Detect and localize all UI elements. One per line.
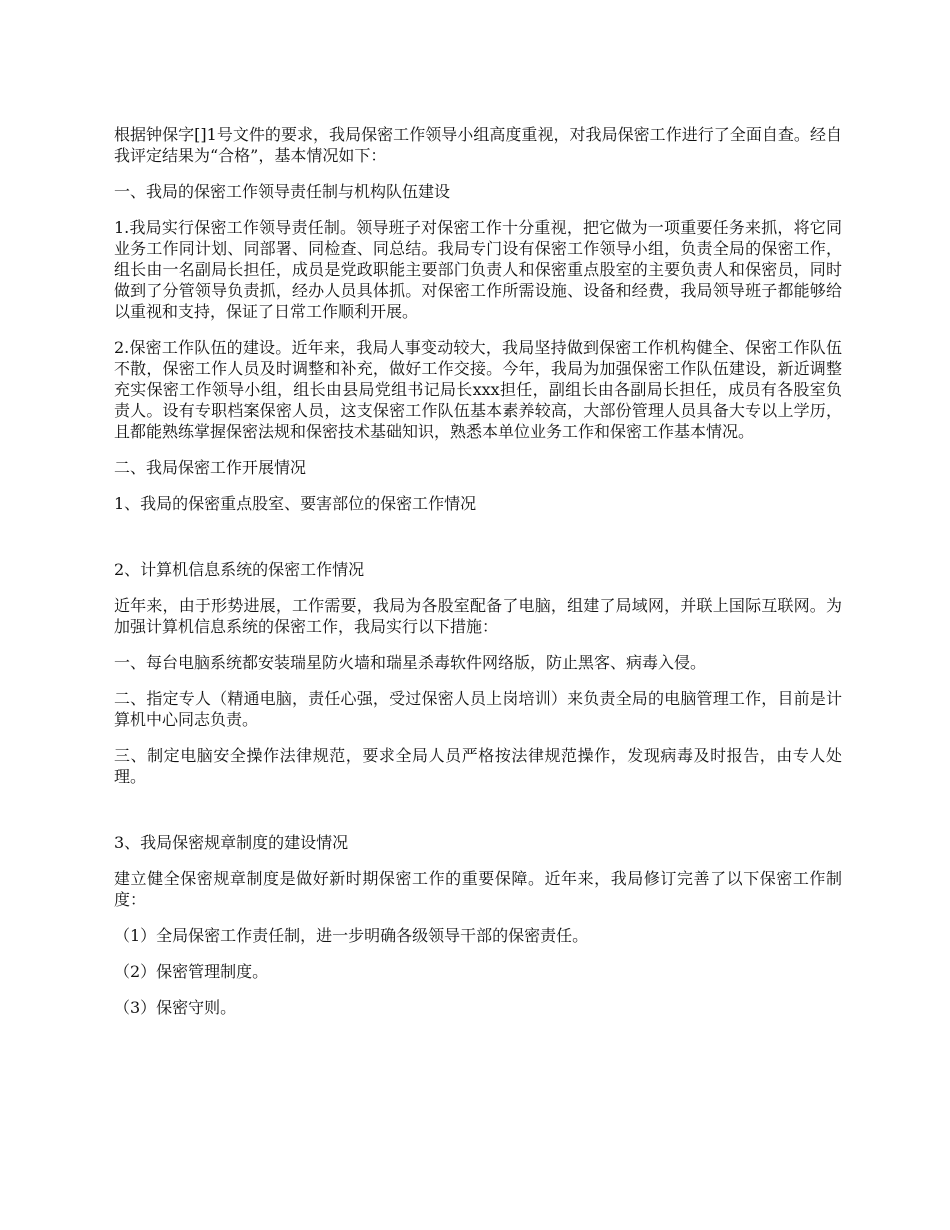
regulation-item-3: （3）保密守则。 [114,998,237,1017]
measure-item-3: 三、制定电脑安全操作法律规范，要求全局人员严格按法律规范操作，发现病毒及时报告，由专人处理。 [114,746,842,786]
paragraph-computer-intro: 近年来，由于形势进展，工作需要，我局为各股室配备了电脑，组建了局域网，并联上国际互联网。为加强计算机信息系统的保密工作，我局实行以下措施： [114,596,842,636]
section-heading-2: 二、我局保密工作开展情况 [114,458,307,477]
section-heading-1: 一、我局的保密工作领导责任制与机构队伍建设 [114,182,451,201]
measure-item-2: 二、指定专人（精通电脑，责任心强，受过保密人员上岗培训）来负责全局的电脑管理工作，目前是计算机中心同志负责。 [114,689,842,729]
regulation-item-1: （1）全局保密工作责任制，进一步明确各级领导干部的保密责任。 [114,926,589,945]
document-body [114,124,842,1033]
paragraph-regulations-intro: 建立健全保密规章制度是做好新时期保密工作的重要保障。近年来，我局修订完善了以下保密工作制度： [114,869,842,909]
regulation-item-2: （2）保密管理制度。 [114,962,269,981]
intro-paragraph: 根据钟保字[]1号文件的要求，我局保密工作领导小组高度重视，对我局保密工作进行了全面自查。经自我评定结果为“合格”，基本情况如下： [114,125,842,165]
subheading-key-departments: 1、我局的保密重点股室、要害部位的保密工作情况 [114,494,477,513]
paragraph-team-building: 2.保密工作队伍的建设。近年来，我局人事变动较大，我局坚持做到保密工作机构健全、保密工作队伍不散，保密工作人员及时调整和补充，做好工作交接。今年，我局为加强保密工作队伍建设，新近调整充实保密工作领导小组，组长由县局党组书记局长xxx担任，副组长由各副局长担任，成员有各股室负责人。设有专职档案保密人员，这支保密工作队伍基本素养较高，大部份管理人员具备大专以上学历，且都能熟练掌握保密法规和保密技术基础知识，熟悉本单位业务工作和保密工作基本情况。 [114,338,842,441]
paragraph-responsibility: 1.我局实行保密工作领导责任制。领导班子对保密工作十分重视，把它做为一项重要任务来抓，将它同业务工作同计划、同部署、同检查、同总结。我局专门设有保密工作领导小组，负责全局的保密工作，组长由一名副局长担任，成员是党政职能主要部门负责人和保密重点股室的主要负责人和保密员，同时做到了分管领导负责抓，经办人员具体抓。对保密工作所需设施、设备和经费，我局领导班子都能够给以重视和支持，保证了日常工作顺利开展。 [114,218,842,321]
subheading-computer-systems: 2、计算机信息系统的保密工作情况 [114,560,365,579]
measure-item-1: 一、每台电脑系统都安装瑞星防火墙和瑞星杀毒软件网络版，防止黑客、病毒入侵。 [114,653,707,672]
subheading-regulations: 3、我局保密规章制度的建设情况 [114,833,349,852]
